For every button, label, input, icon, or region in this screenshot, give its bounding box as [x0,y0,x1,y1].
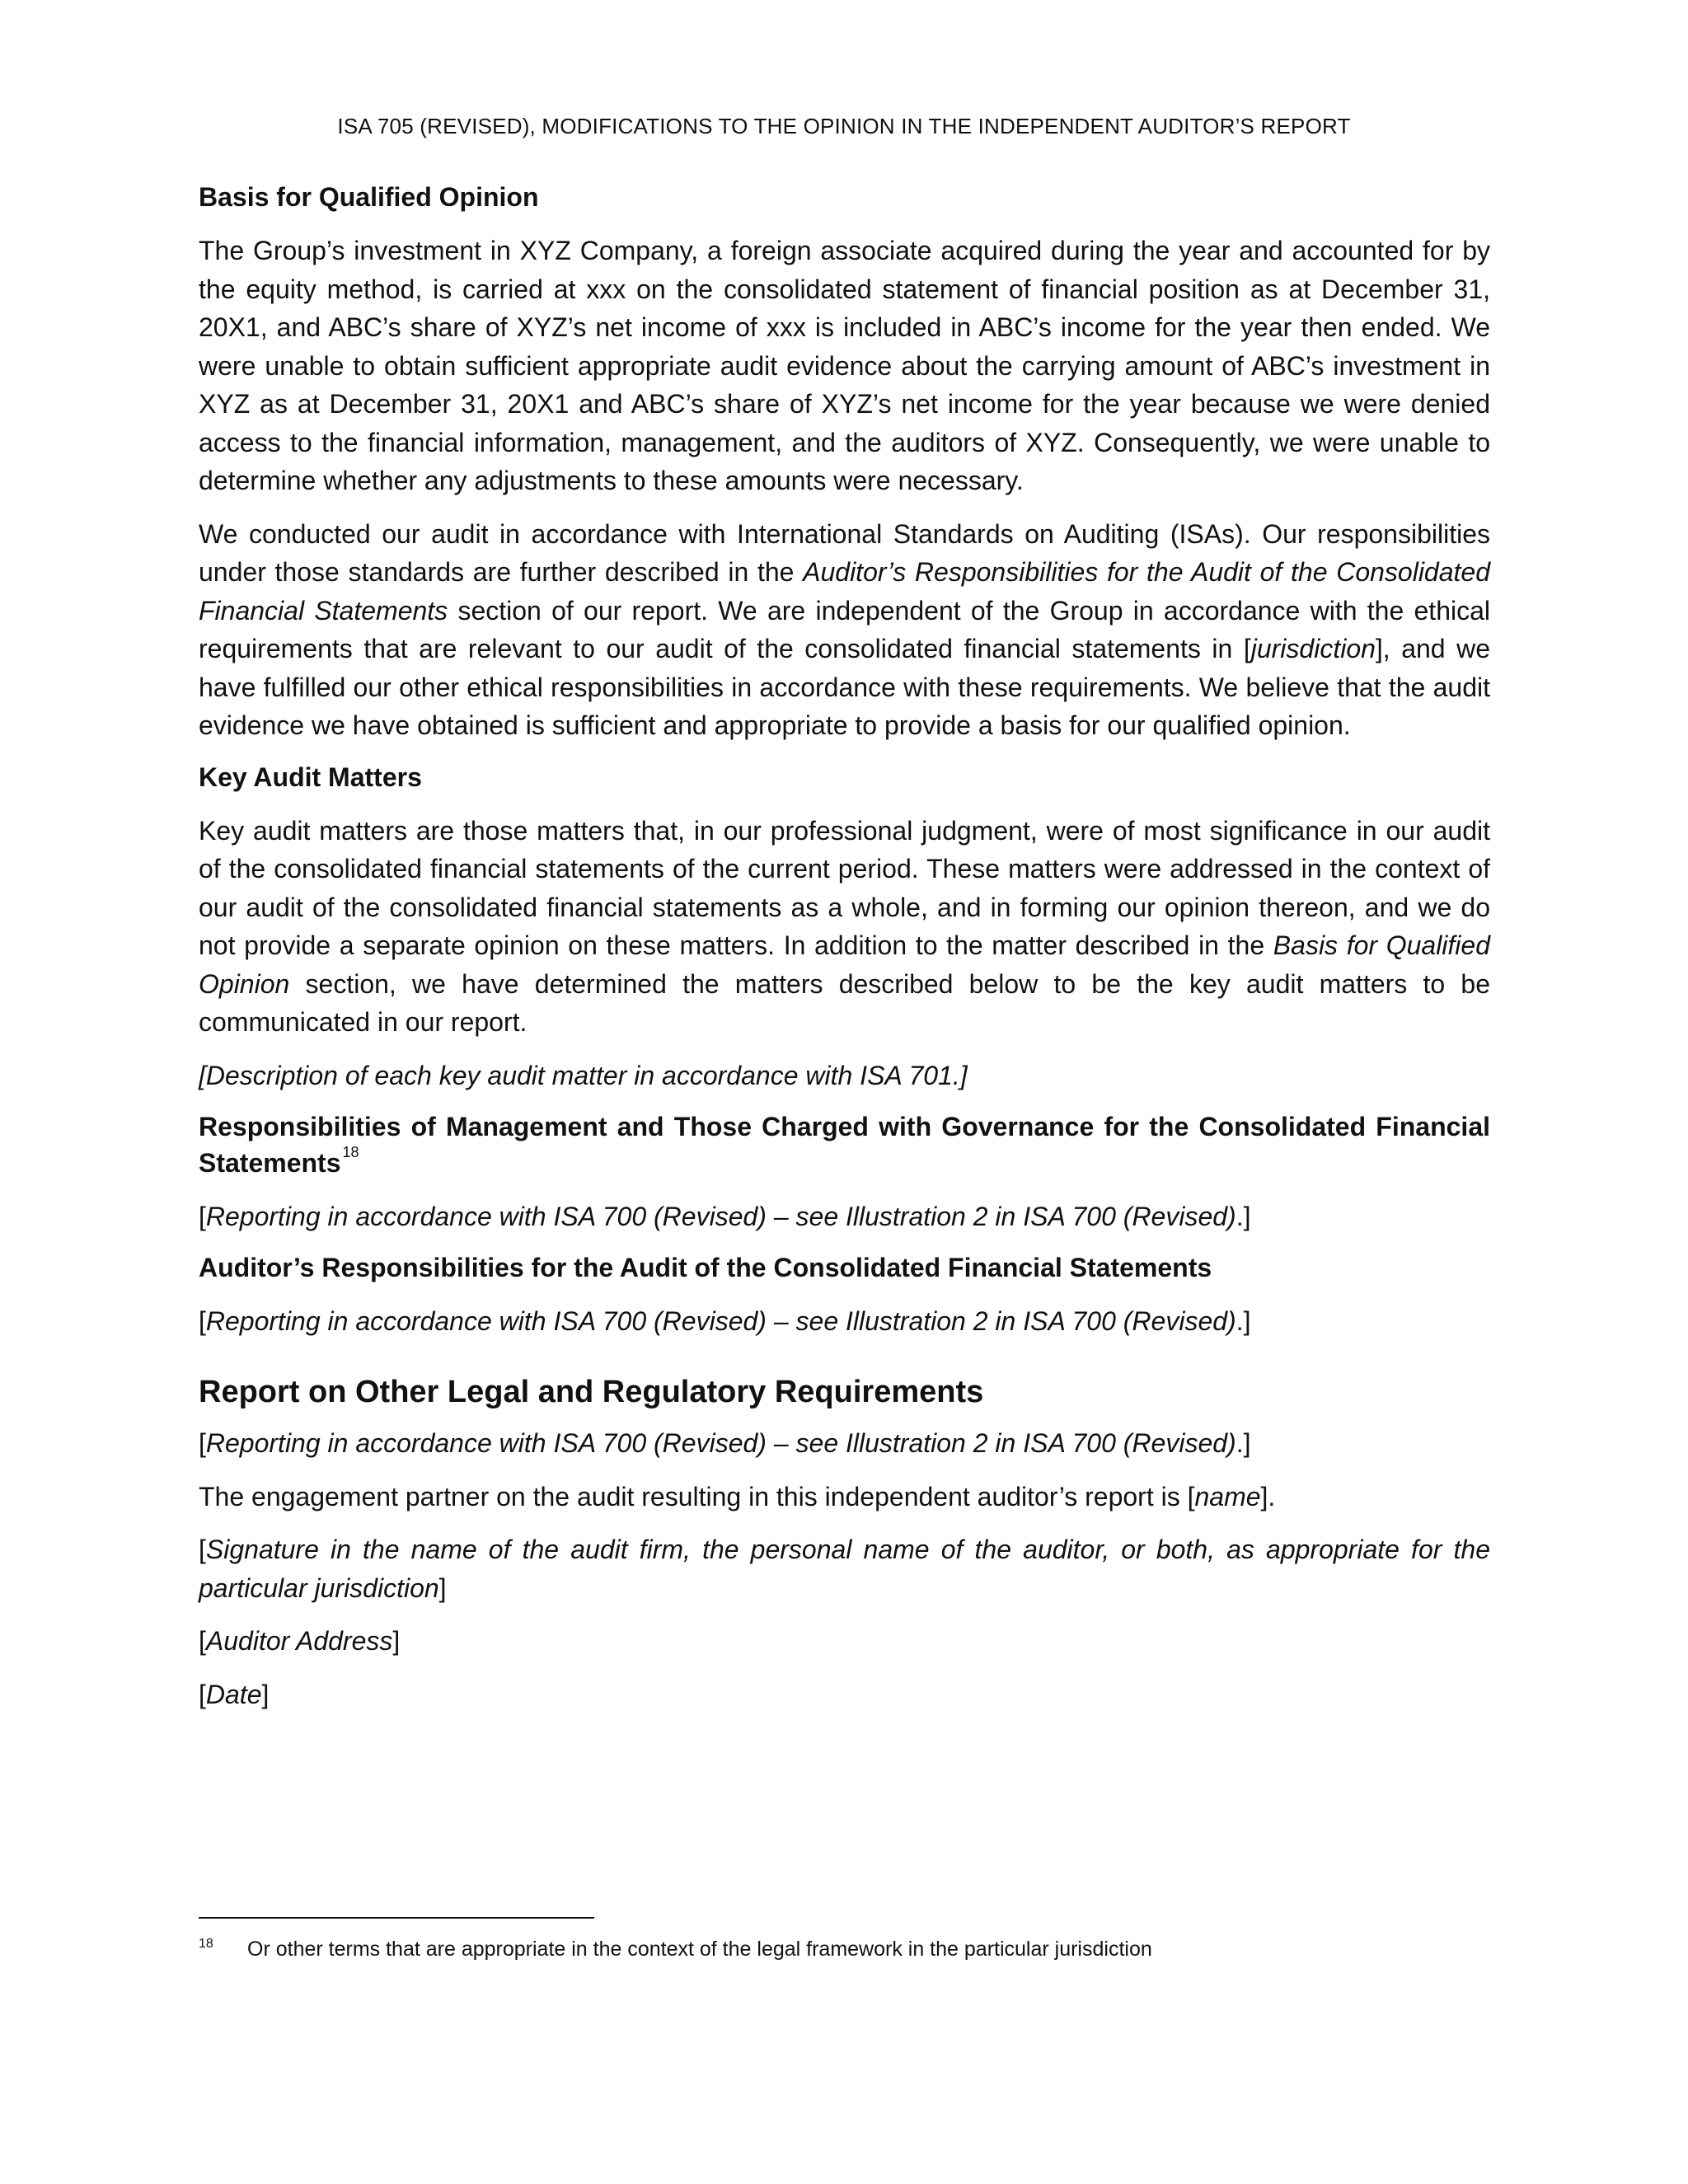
engagement-partner: The engagement partner on the audit resulting in this independent auditor’s report is [name]. [199,1481,1276,1511]
italic-section-reference: Auditor’s Responsibilities for the Audit of the Consolidated Financial Statements [199,557,1491,626]
running-header: ISA 705 (REVISED), MODIFICATIONS TO THE OPINION IN THE INDEPENDENT AUDITOR’S REPORT [337,114,1351,138]
auditor-heading: Auditor’s Responsibilities for the Audit of the Consolidated Financial Statements [199,1253,1212,1283]
footnote [199,1936,1152,1963]
footnote-reference[interactable]: 18 [342,1143,359,1160]
footnote-divider [199,1917,594,1919]
auditor-address: [Auditor Address] [199,1626,401,1657]
basis-paragraph-1: The Group’s investment in XYZ Company, a foreign associate acquired during the year and accounted for by the equity method, is carried at xxx on the consolidated statement of financial position as at December 31, 20X1, and ABC’s share of XYZ’s net income of xxx is included in ABC’s income for the year then ended. We were unable to obtain sufficient appropriate audit evidence about the carrying amount of ABC’s investment in XYZ as at December 31, 20X1 and ABC’s share of XYZ’s net income for the year because we were denied access to the financial information, management, and the auditors of XYZ. Consequently, we were unable to determine whether any adjustments to these amounts were necessary. [199,236,1490,496]
basis-heading: Basis for Qualified Opinion [199,182,539,212]
management-heading: Responsibilities of Management and Those Charged with Governance for the Consolidated Financial Statements $^{18}$ [199,1112,1490,1178]
kam-heading: Key Audit Matters [199,762,422,792]
jurisdiction-placeholder: jurisdiction [1250,634,1376,664]
name-placeholder: name [1194,1481,1261,1511]
management-paragraph: [Reporting in accordance with ISA 700 (Revised) – see Illustration 2 in ISA 700 (Revised).] [199,1201,1251,1231]
kam-paragraph-2: [Description of each key audit matter in accordance with ISA 701.] [199,1060,968,1090]
report-date: [Date] [199,1679,270,1709]
kam-paragraph-1: Key audit matters are those matters that, in our professional judgment, were of most significance in our audit of the consolidated financial statements of the current period. These matters were addressed in the context of our audit of the consolidated financial statements as a whole, and in forming our opinion thereon, and we do not provide a separate opinion on these matters. In addition to the matter described in the Basis for Qualified Opinion section, we have determined the matters described below to be the key audit matters to be communicated in our report. [199,815,1491,1038]
legal-paragraph: [Reporting in accordance with ISA 700 (Revised) – see Illustration 2 in ISA 700 (Revised).] [199,1428,1251,1459]
auditor-paragraph: [Reporting in accordance with ISA 700 (Revised) – see Illustration 2 in ISA 700 (Revised).] [199,1306,1251,1337]
legal-heading: Report on Other Legal and Regulatory Requirements [199,1374,984,1409]
basis-paragraph-2: We conducted our audit in accordance with International Standards on Auditing (ISAs). Our responsibilities under those standards are further described in the Auditor’s Responsibilities for the Audit of the Consolidated Financial Statements section of our report. We are independent of the Group in accordance with the ethical requirements that are relevant to our audit of the consolidated financial statements in [jurisdiction], and we have fulfilled our other ethical responsibilities in accordance with these requirements. We believe that the audit evidence we have obtained is sufficient and appropriate to provide a basis for our qualified opinion. [199,518,1491,741]
footnote-number: 18 [199,1937,213,1951]
document-body [199,180,1490,1728]
signature-line: [Signature in the name of the audit firm, the personal name of the auditor, or both, as appropriate for the particular jurisdiction] [199,1535,1490,1603]
italic-section-reference: Basis for Qualified Opinion [199,930,1491,999]
footnote-text: Or other terms that are appropriate in the context of the legal framework in the particular jurisdiction [247,1938,1152,1961]
